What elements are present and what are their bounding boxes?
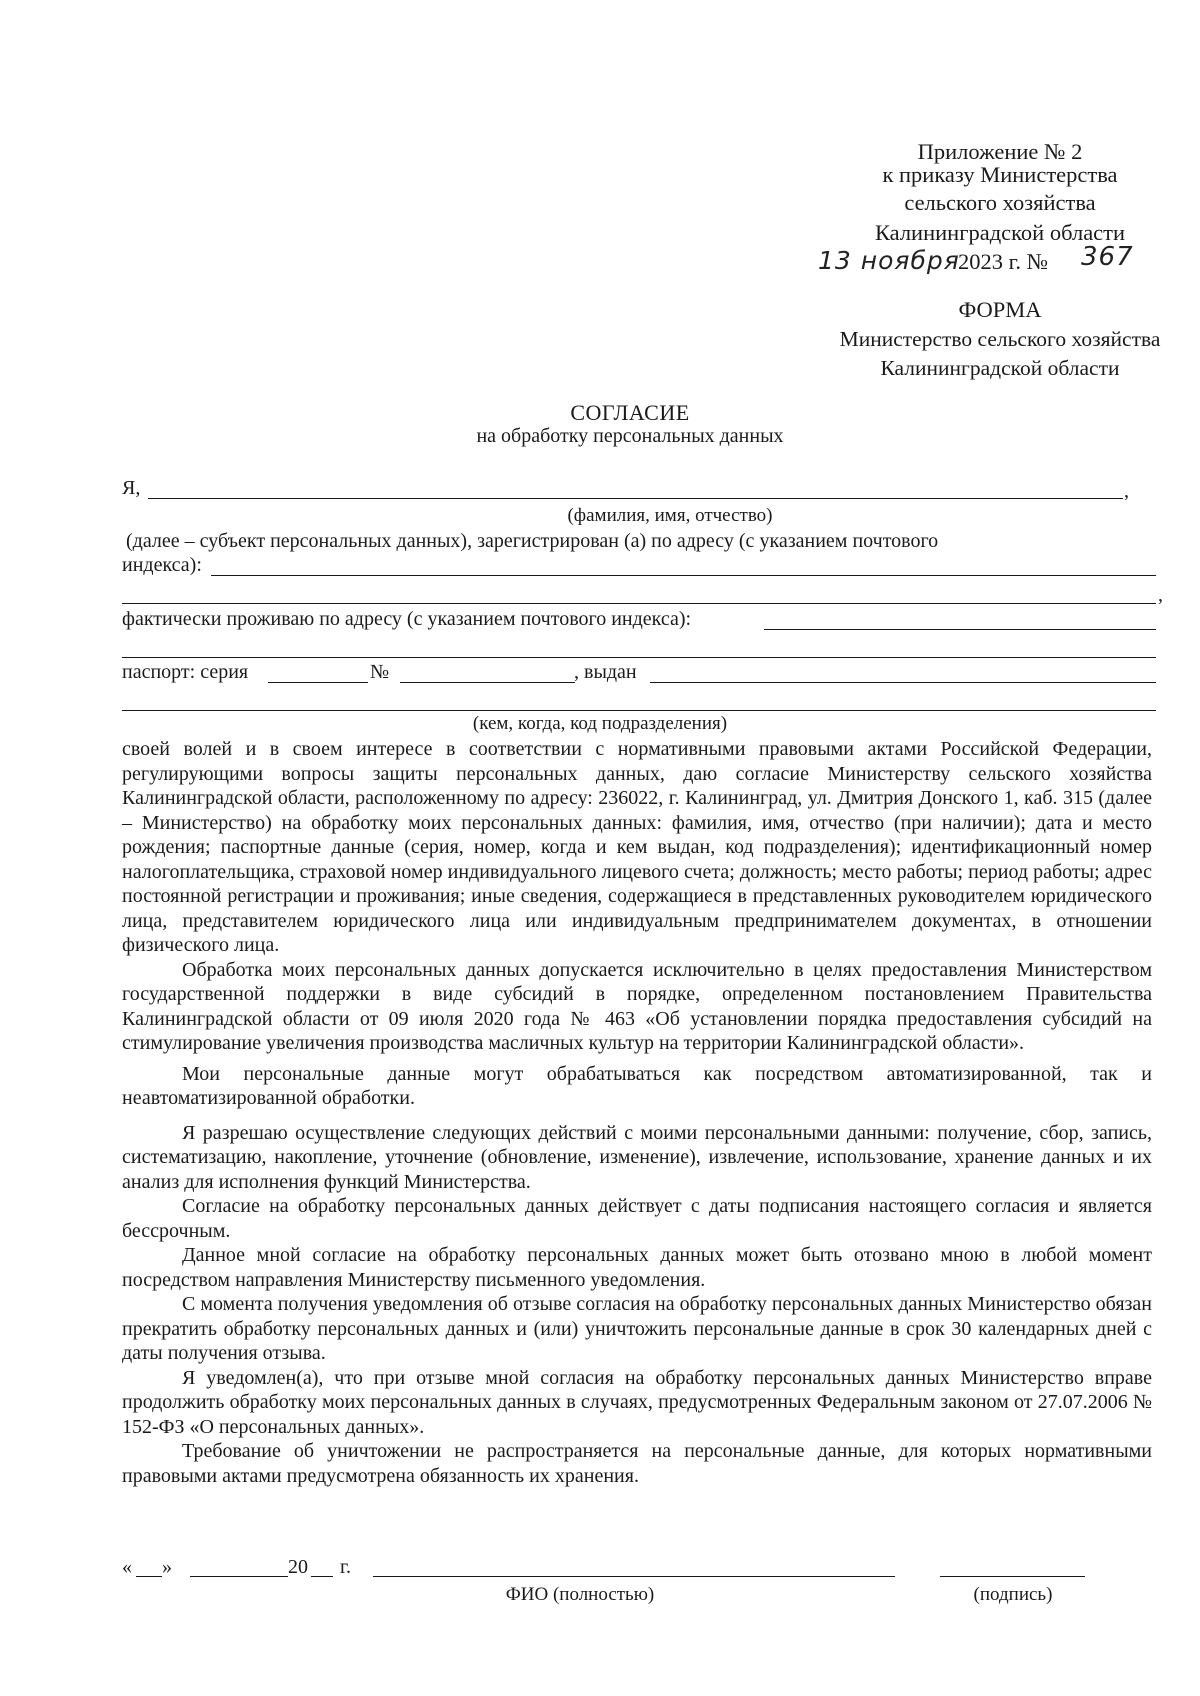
passport-issued-label: , выдан	[574, 661, 637, 683]
body-paragraph-5: Согласие на обработку персональных данных действует с даты подписания настоящего согласия и является бессрочным.	[122, 1195, 1152, 1242]
full-name-caption: ФИО (полностью)	[505, 1584, 655, 1605]
signature-caption: (подпись)	[973, 1584, 1053, 1605]
day-input-line[interactable]	[136, 1576, 162, 1577]
ministry-line-2: Калининградской области	[880, 356, 1120, 380]
body-paragraph-9: Требование об уничтожении не распространяется на персональные данные, для которых нормативными правовыми актами предусмотрена обязанность их хранения.	[122, 1440, 1152, 1487]
body-paragraph-3: Мои персональные данные могут обрабатываться как посредством автоматизированной, так и неавтоматизированной обработки.	[122, 1062, 1152, 1109]
consent-body	[122, 737, 1152, 1488]
appendix-line-2: к приказу Министерства	[882, 162, 1118, 187]
date-quote-open: «	[122, 1556, 132, 1578]
handwritten-date: 13 ноября	[818, 246, 960, 275]
fio-input-line[interactable]	[148, 498, 1123, 499]
issued-caption: (кем, когда, код подразделения)	[472, 713, 728, 734]
date-quote-close: »	[162, 1556, 172, 1578]
full-name-input-line[interactable]	[373, 1576, 895, 1577]
i-label: Я,	[122, 477, 141, 499]
passport-number-input-line[interactable]	[400, 682, 575, 683]
fio-caption: (фамилия, имя, отчество)	[567, 505, 773, 526]
passport-issued-input-line-2[interactable]	[122, 710, 1156, 711]
appendix-line-4: Калининградской области	[874, 220, 1126, 245]
handwritten-order-number: 367	[1081, 242, 1134, 272]
body-paragraph-8: Я уведомлен(а), что при отзыве мной согласия на обработку персональных данных Министерство вправе продолжить обработку моих персональных данных в случаях, предусмотренных Федеральным законом от 27.07.2006 № 152-ФЗ «О персональных данных».	[122, 1366, 1152, 1438]
passport-number-label: №	[370, 661, 390, 683]
appendix-line-3: сельского хозяйства	[904, 190, 1096, 215]
passport-issued-input-line-1[interactable]	[650, 682, 1156, 683]
passport-series-input-line[interactable]	[268, 682, 368, 683]
ministry-line-1: Министерство сельского хозяйства	[839, 327, 1161, 351]
appendix-line-1: Приложение № 2	[917, 139, 1083, 164]
order-date-year: 2023 г. №	[958, 249, 1049, 274]
registration-address-input-line-1[interactable]	[211, 575, 1156, 576]
form-label: ФОРМА	[958, 297, 1042, 322]
year-input-line[interactable]	[311, 1576, 333, 1577]
fio-comma: ,	[1124, 480, 1129, 502]
body-paragraph-4: Я разрешаю осуществление следующих действий с моими персональными данными: получение, сбор, запись, систематизацию, накопление, уточнение (обновление, изменение), извлечение, использование, хранение данных и их анализ для исполнения функций Министерства.	[122, 1121, 1152, 1193]
year-prefix: 20	[288, 1556, 308, 1578]
body-paragraph-2: Обработка моих персональных данных допускается исключительно в целях предоставления Министерством государственной поддержки в виде субсидий в порядке, определенном постановлением Правительства Калининградской области от 09 июля 2020 года № 463 «Об установлении порядка предоставления субсидий на стимулирование увеличения производства масличных культур на территории Калининградской области».	[122, 958, 1152, 1054]
body-paragraph-1: своей волей и в своем интересе в соответствии с нормативными правовыми актами Российской Федерации, регулирующими вопросы защиты персональных данных, даю согласие Министерству сельского хозяйства Калининградской области, расположенному по адресу: 236022, г. Калининград, ул. Дмитрия Донского 1, каб. 315 (далее – Министерство) на обработку моих персональных данных: фамилия, имя, отчество (при наличии); дата и место рождения; паспортные данные (серия, номер, когда и кем выдан, код подразделения); идентификационный номер налогоплательщика, страховой номер индивидуального лицевого счета; должность; место работы; период работы; адрес постоянной регистрации и проживания; иные сведения, содержащиеся в представленных руководителем юридического лица, представителем юридического лица или индивидуальным предпринимателем документах, в отношении физического лица.	[122, 738, 1152, 956]
actual-address-label: фактически проживаю по адресу (с указанием почтового индекса):	[122, 608, 692, 630]
body-paragraph-6: Данное мной согласие на обработку персональных данных может быть отозвано мною в любой момент посредством направления Министерству письменного уведомления.	[122, 1244, 1152, 1291]
signature-input-line[interactable]	[940, 1576, 1085, 1577]
address-comma: ,	[1158, 584, 1163, 606]
registration-address-input-line-2[interactable]	[122, 603, 1156, 604]
actual-address-input-line-1[interactable]	[764, 629, 1156, 630]
month-input-line[interactable]	[190, 1576, 288, 1577]
document-title: СОГЛАСИЕ	[570, 400, 690, 425]
body-paragraph-7: С момента получения уведомления об отзыве согласия на обработку персональных данных Министерство обязан прекратить обработку персональных данных и (или) уничтожить персональные данные в срок 30 календарных дней с даты получения отзыва.	[122, 1293, 1152, 1364]
passport-series-label: паспорт: серия	[122, 661, 249, 683]
address-intro-line-1: (далее – субъект персональных данных), зарегистрирован (а) по адресу (с указанием почтового	[126, 530, 939, 552]
year-suffix: г.	[340, 1556, 351, 1578]
actual-address-input-line-2[interactable]	[122, 657, 1156, 658]
address-intro-line-2: индекса):	[122, 554, 202, 576]
document-subtitle: на обработку персональных данных	[476, 425, 784, 447]
